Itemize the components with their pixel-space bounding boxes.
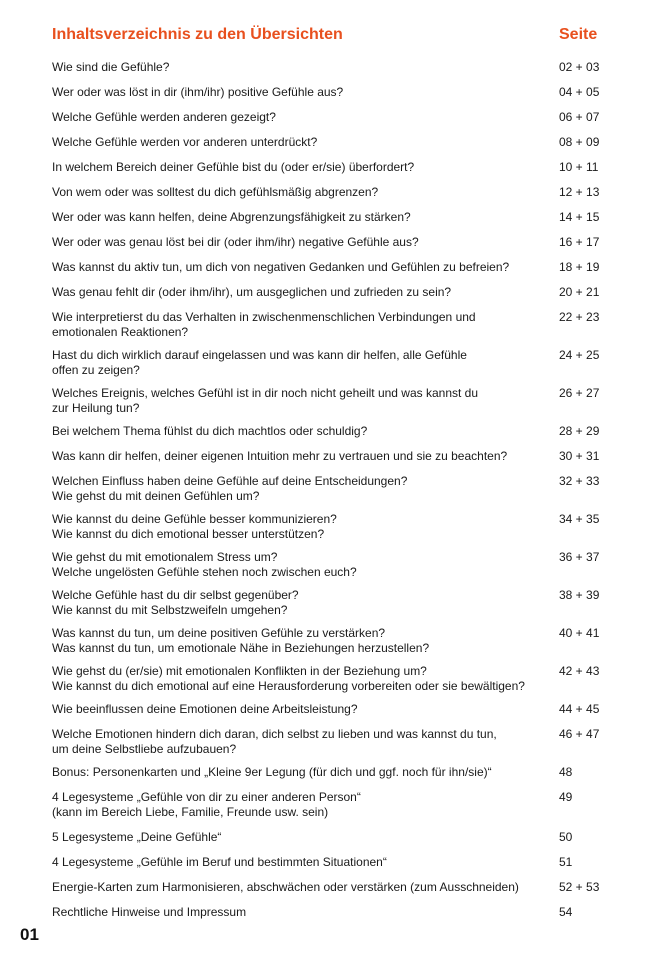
toc-entry-page: 30 + 31: [559, 449, 600, 463]
toc-entry-title: Energie-Karten zum Harmonisieren, abschwächen oder verstärken (zum Ausschneiden): [52, 880, 519, 894]
toc-entry-title: Welche Gefühle hast du dir selbst gegenüber? Wie kannst du mit Selbstzweifeln umgehen?: [52, 588, 299, 617]
toc-entry-title: Was genau fehlt dir (oder ihm/ihr), um ausgeglichen und zufrieden zu sein?: [52, 285, 452, 299]
toc-entry: [52, 135, 612, 150]
toc-entry-title: Wer oder was genau löst bei dir (oder ihm/ihr) negative Gefühle aus?: [52, 235, 419, 249]
toc-entry-title: Bei welchem Thema fühlst du dich machtlos oder schuldig?: [52, 424, 368, 438]
toc-entry-page: 36 + 37: [559, 550, 600, 564]
toc-entry-page: 04 + 05: [559, 85, 600, 99]
toc-entry: [52, 85, 612, 100]
toc-entry-title: In welchem Bereich deiner Gefühle bist du (oder er/sie) überfordert?: [52, 160, 415, 174]
toc-entry: [52, 185, 612, 200]
toc-entry-title: Was kannst du aktiv tun, um dich von negativen Gedanken und Gefühlen zu befreien?: [52, 260, 510, 274]
toc-entry-page: 28 + 29: [559, 424, 600, 438]
toc-entry: [52, 727, 612, 757]
toc-entry-page: 32 + 33: [559, 474, 600, 488]
toc-entry: [52, 424, 612, 439]
toc-entry-page: 02 + 03: [559, 60, 600, 74]
toc-entry-page: 40 + 41: [559, 626, 600, 640]
toc-entry-page: 50: [559, 830, 573, 844]
toc-entry-page: 08 + 09: [559, 135, 600, 149]
toc-entry-page: 48: [559, 765, 573, 779]
page-column-label: Seite: [559, 26, 598, 43]
toc-entry: [52, 765, 612, 780]
toc-entry-page: 06 + 07: [559, 110, 600, 124]
toc-entry-title: Was kannst du tun, um deine positiven Gefühle zu verstärken? Was kannst du tun, um emotionale Nähe in Beziehungen herzustellen?: [52, 626, 430, 655]
toc-entry-title: Welches Ereignis, welches Gefühl ist in dir noch nicht geheilt und was kannst du zur Heilung tun?: [52, 386, 479, 415]
toc-entry-page: 10 + 11: [559, 160, 599, 174]
toc-entry-title: 4 Legesysteme „Gefühle im Beruf und bestimmten Situationen“: [52, 855, 387, 869]
toc-entry-page: 14 + 15: [559, 210, 600, 224]
toc-entry-title: Wie kannst du deine Gefühle besser kommunizieren? Wie kannst du dich emotional besser unterstützen?: [52, 512, 337, 541]
toc-entry: [52, 285, 612, 300]
toc-entry-title: Welchen Einfluss haben deine Gefühle auf deine Entscheidungen? Wie gehst du mit deinen Gefühlen um?: [52, 474, 408, 503]
toc-entry-title: Rechtliche Hinweise und Impressum: [52, 905, 247, 919]
toc-entry: [52, 160, 612, 175]
toc-entry-page: 26 + 27: [559, 386, 600, 400]
toc-entry: [52, 550, 612, 580]
toc-entry-page: 34 + 35: [559, 512, 600, 526]
toc-entry-title: Hast du dich wirklich darauf eingelassen und was kann dir helfen, alle Gefühle offen zu zeigen?: [52, 348, 467, 377]
toc-entry: [52, 830, 612, 845]
toc-entry-title: Von wem oder was solltest du dich gefühlsmäßig abgrenzen?: [52, 185, 379, 199]
toc-entry: [52, 449, 612, 464]
toc-entry: [52, 626, 612, 656]
toc-entry: [52, 880, 612, 895]
toc-entry: [52, 386, 612, 416]
toc-entry-title: Welche Gefühle werden vor anderen unterdrückt?: [52, 135, 318, 149]
toc-entry: [52, 310, 612, 340]
toc-entry-page: 22 + 23: [559, 310, 600, 324]
toc-entry-title: Welche Emotionen hindern dich daran, dich selbst zu lieben und was kannst du tun, um deine Selbstliebe aufzubauen?: [52, 727, 497, 756]
toc-entry: [52, 702, 612, 717]
toc-entry-page: 54: [559, 905, 573, 919]
toc-entry-title: Welche Gefühle werden anderen gezeigt?: [52, 110, 276, 124]
toc-entry: [52, 348, 612, 378]
toc-entry: [52, 588, 612, 618]
toc-entry: [52, 905, 612, 920]
toc-entry-title: Was kann dir helfen, deiner eigenen Intuition mehr zu vertrauen und sie zu beachten?: [52, 449, 508, 463]
toc-entry-page: 52 + 53: [559, 880, 600, 894]
toc-entry-title: Wie gehst du mit emotionalem Stress um? Welche ungelösten Gefühle stehen noch zwischen euch?: [52, 550, 357, 579]
toc-entry-page: 16 + 17: [559, 235, 600, 249]
toc-entry: [52, 664, 612, 694]
toc-entry-page: 42 + 43: [559, 664, 600, 678]
toc-entry-page: 46 + 47: [559, 727, 600, 741]
toc-entry-title: Wie gehst du (er/sie) mit emotionalen Konflikten in der Beziehung um? Wie kannst du dich emotional auf eine Herausforderung vorbereiten oder sie bewältigen?: [52, 664, 525, 693]
toc-entry: [52, 260, 612, 275]
toc-entry-page: 18 + 19: [559, 260, 600, 274]
toc-entry-title: Wer oder was kann helfen, deine Abgrenzungsfähigkeit zu stärken?: [52, 210, 411, 224]
page-number: 01: [20, 925, 39, 944]
toc-entry-title: Wie sind die Gefühle?: [52, 60, 170, 74]
toc-entry-page: 24 + 25: [559, 348, 600, 362]
toc-entry: [52, 855, 612, 870]
toc-entry-title: Wer oder was löst in dir (ihm/ihr) positive Gefühle aus?: [52, 85, 344, 99]
toc-entry-title: 5 Legesysteme „Deine Gefühle“: [52, 830, 222, 844]
toc-entry: [52, 790, 612, 820]
toc-entry-title: Wie interpretierst du das Verhalten in zwischenmenschlichen Verbindungen und emotionalen Reaktionen?: [52, 310, 476, 339]
toc-entry-page: 44 + 45: [559, 702, 600, 716]
toc-entry-title: 4 Legesysteme „Gefühle von dir zu einer anderen Person“ (kann im Bereich Liebe, Familie, Freunde usw. sein): [52, 790, 361, 819]
toc-entry-page: 12 + 13: [559, 185, 600, 199]
toc-list: [52, 60, 612, 920]
toc-entry: [52, 110, 612, 125]
toc-entry-page: 38 + 39: [559, 588, 600, 602]
toc-entry: [52, 235, 612, 250]
toc-entry-title: Wie beeinflussen deine Emotionen deine Arbeitsleistung?: [52, 702, 358, 716]
toc-entry-title: Bonus: Personenkarten und „Kleine 9er Legung (für dich und ggf. noch für ihn/sie)“: [52, 765, 492, 779]
toc-entry: [52, 512, 612, 542]
toc-entry-page: 49: [559, 790, 573, 804]
toc-entry: [52, 474, 612, 504]
toc-entry: [52, 210, 612, 225]
toc-header: [52, 26, 608, 50]
toc-entry-page: 51: [559, 855, 573, 869]
toc-entry: [52, 60, 612, 75]
page-title: Inhaltsverzeichnis zu den Übersichten: [52, 26, 343, 43]
toc-entry-page: 20 + 21: [559, 285, 600, 299]
